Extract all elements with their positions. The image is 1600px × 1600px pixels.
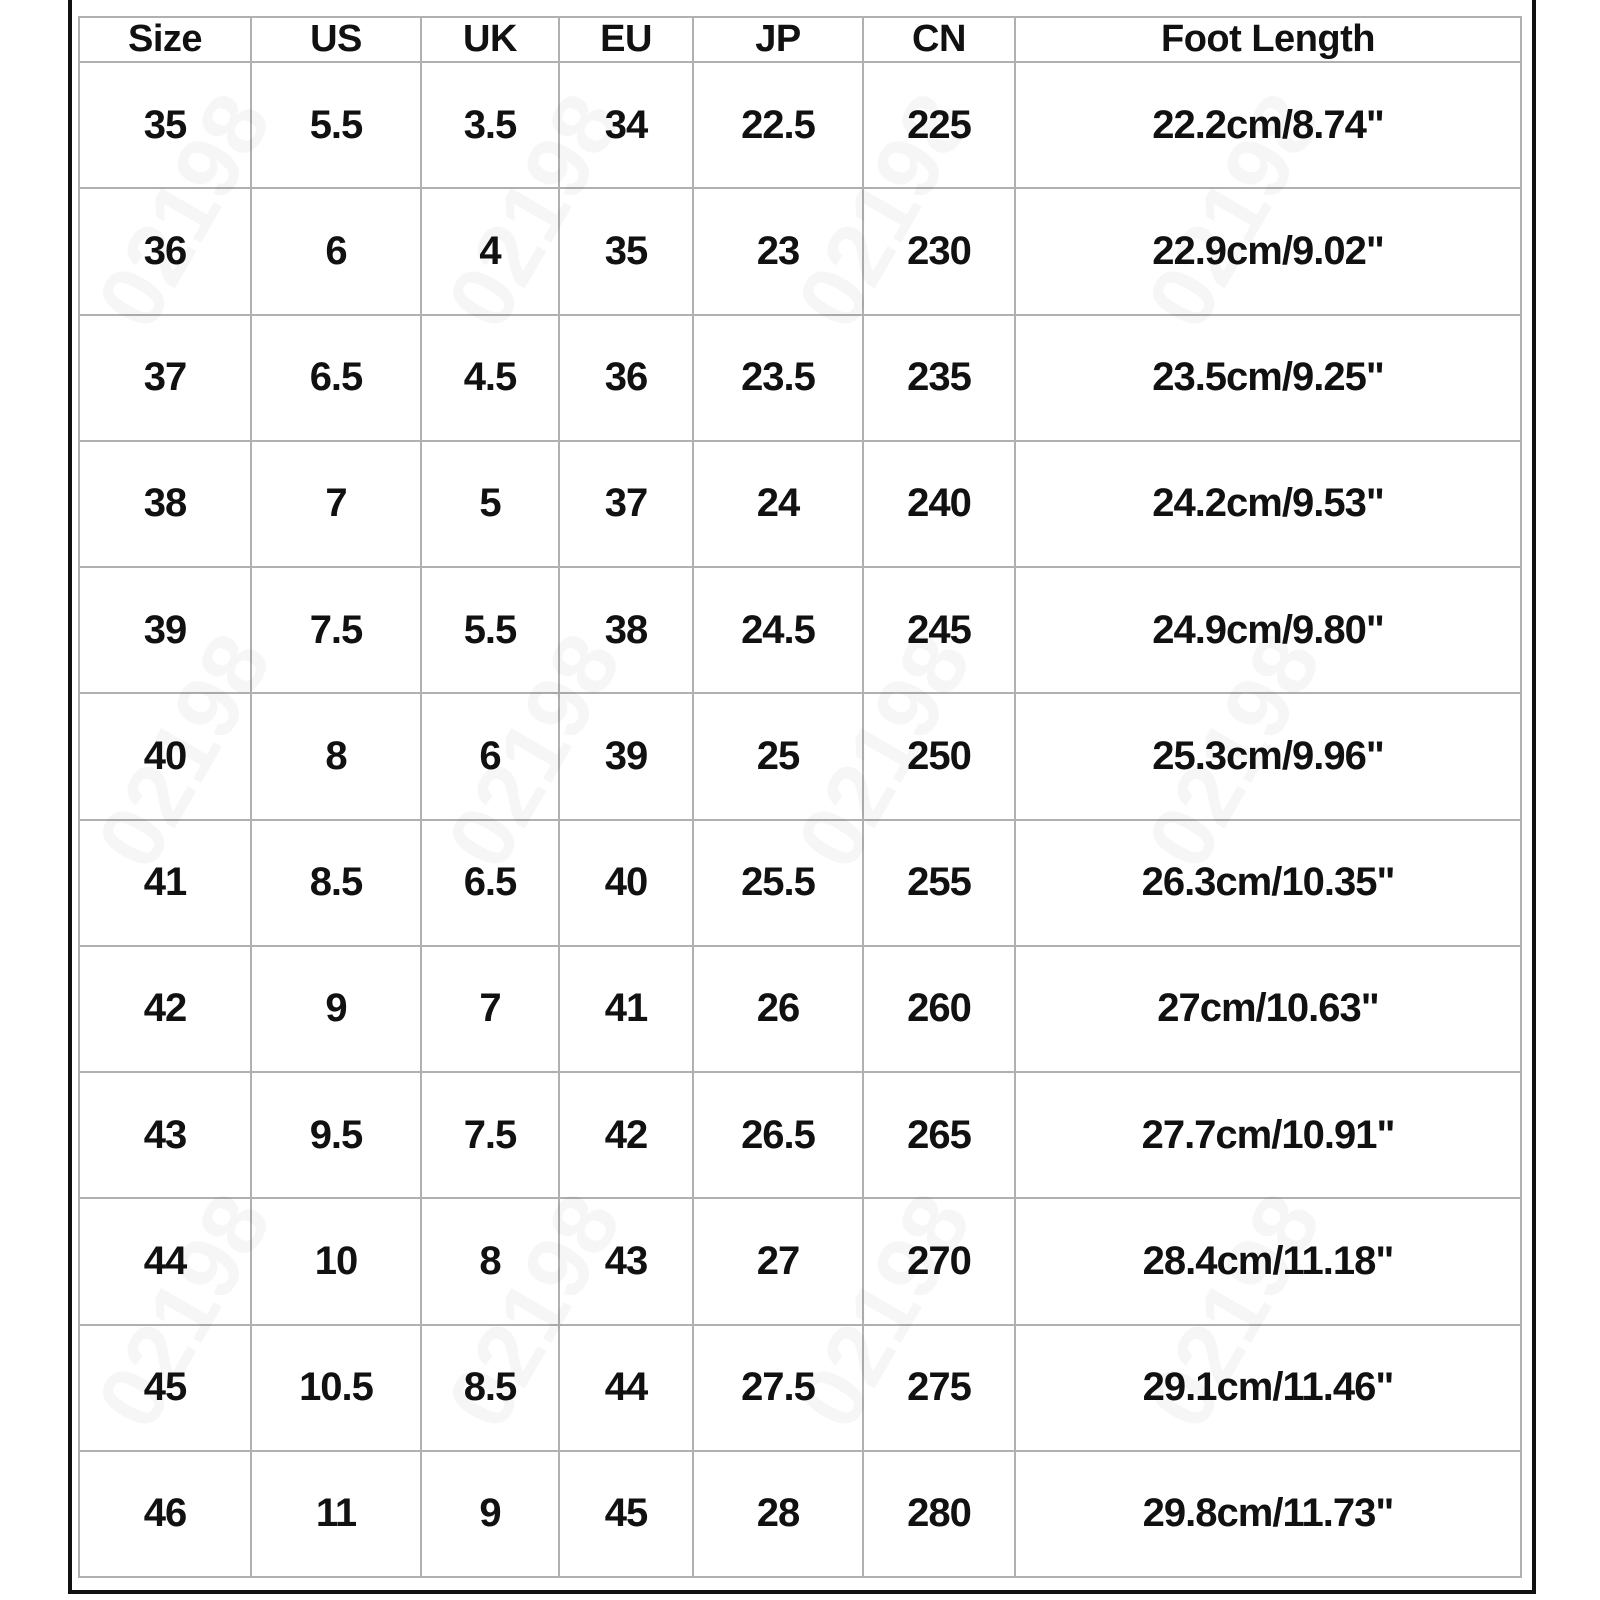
- table-cell: 27.7cm/10.91": [1015, 1072, 1521, 1198]
- table-cell: 24.9cm/9.80": [1015, 567, 1521, 693]
- table-cell: 36: [559, 315, 693, 441]
- table-cell: 29.8cm/11.73": [1015, 1451, 1521, 1577]
- header-row: [79, 17, 1521, 62]
- table-cell: 5.5: [251, 62, 421, 188]
- table-cell: 230: [863, 188, 1015, 314]
- table-cell: 10.5: [251, 1325, 421, 1451]
- table-cell: 42: [79, 946, 251, 1072]
- table-cell: 28: [693, 1451, 863, 1577]
- table-cell: 36: [79, 188, 251, 314]
- table-cell: 7: [251, 441, 421, 567]
- table-cell: 225: [863, 62, 1015, 188]
- table-cell: 22.2cm/8.74": [1015, 62, 1521, 188]
- table-cell: 8.5: [251, 820, 421, 946]
- table-body: [79, 62, 1521, 1577]
- table-cell: 22.9cm/9.02": [1015, 188, 1521, 314]
- table-cell: 24.5: [693, 567, 863, 693]
- table-cell: 7.5: [251, 567, 421, 693]
- table-cell: 7: [421, 946, 559, 1072]
- table-cell: 23.5: [693, 315, 863, 441]
- table-row: [79, 946, 1521, 1072]
- table-cell: 37: [79, 315, 251, 441]
- table-cell: 265: [863, 1072, 1015, 1198]
- table-cell: 235: [863, 315, 1015, 441]
- table-row: [79, 1325, 1521, 1451]
- table-cell: 7.5: [421, 1072, 559, 1198]
- table-cell: 38: [79, 441, 251, 567]
- table-cell: 280: [863, 1451, 1015, 1577]
- table-cell: 11: [251, 1451, 421, 1577]
- table-cell: 39: [79, 567, 251, 693]
- table-cell: 34: [559, 62, 693, 188]
- table-row: [79, 441, 1521, 567]
- table-cell: 4.5: [421, 315, 559, 441]
- table-cell: 6: [421, 693, 559, 819]
- table-row: [79, 188, 1521, 314]
- table-cell: 23: [693, 188, 863, 314]
- table-cell: 6.5: [251, 315, 421, 441]
- table-cell: 44: [559, 1325, 693, 1451]
- table-cell: 6: [251, 188, 421, 314]
- table-cell: 9.5: [251, 1072, 421, 1198]
- column-header: Size: [79, 17, 251, 62]
- table-cell: 28.4cm/11.18": [1015, 1198, 1521, 1324]
- table-cell: 250: [863, 693, 1015, 819]
- table-cell: 24: [693, 441, 863, 567]
- table-cell: 43: [559, 1198, 693, 1324]
- table-cell: 24.2cm/9.53": [1015, 441, 1521, 567]
- table-cell: 40: [79, 693, 251, 819]
- table-cell: 25.3cm/9.96": [1015, 693, 1521, 819]
- table-row: [79, 315, 1521, 441]
- table-cell: 6.5: [421, 820, 559, 946]
- table-cell: 41: [79, 820, 251, 946]
- table-cell: 245: [863, 567, 1015, 693]
- table-cell: 27cm/10.63": [1015, 946, 1521, 1072]
- column-header: US: [251, 17, 421, 62]
- table-row: [79, 820, 1521, 946]
- table-cell: 8.5: [421, 1325, 559, 1451]
- table-cell: 35: [559, 188, 693, 314]
- table-cell: 37: [559, 441, 693, 567]
- table-cell: 44: [79, 1198, 251, 1324]
- table-cell: 9: [421, 1451, 559, 1577]
- table-cell: 25: [693, 693, 863, 819]
- size-conversion-table: [78, 16, 1522, 1578]
- table-row: [79, 567, 1521, 693]
- table-cell: 25.5: [693, 820, 863, 946]
- table-cell: 39: [559, 693, 693, 819]
- table-cell: 27: [693, 1198, 863, 1324]
- column-header: Foot Length: [1015, 17, 1521, 62]
- table-cell: 270: [863, 1198, 1015, 1324]
- table-cell: 5.5: [421, 567, 559, 693]
- table-row: [79, 1198, 1521, 1324]
- table-cell: 29.1cm/11.46": [1015, 1325, 1521, 1451]
- column-header: EU: [559, 17, 693, 62]
- table-cell: 260: [863, 946, 1015, 1072]
- table-cell: 38: [559, 567, 693, 693]
- table-cell: 3.5: [421, 62, 559, 188]
- table-cell: 4: [421, 188, 559, 314]
- table-cell: 26.3cm/10.35": [1015, 820, 1521, 946]
- table-cell: 5: [421, 441, 559, 567]
- table-cell: 22.5: [693, 62, 863, 188]
- table-cell: 41: [559, 946, 693, 1072]
- column-header: CN: [863, 17, 1015, 62]
- table-row: [79, 1451, 1521, 1577]
- table-row: [79, 693, 1521, 819]
- table-cell: 240: [863, 441, 1015, 567]
- table-cell: 40: [559, 820, 693, 946]
- table-cell: 8: [421, 1198, 559, 1324]
- table-cell: 275: [863, 1325, 1015, 1451]
- table-cell: 46: [79, 1451, 251, 1577]
- table-cell: 255: [863, 820, 1015, 946]
- table-cell: 27.5: [693, 1325, 863, 1451]
- table-row: [79, 62, 1521, 188]
- size-chart: [78, 16, 1520, 1578]
- table-cell: 43: [79, 1072, 251, 1198]
- table-cell: 23.5cm/9.25": [1015, 315, 1521, 441]
- table-row: [79, 1072, 1521, 1198]
- table-cell: 45: [559, 1451, 693, 1577]
- table-cell: 9: [251, 946, 421, 1072]
- column-header: UK: [421, 17, 559, 62]
- table-cell: 8: [251, 693, 421, 819]
- table-cell: 35: [79, 62, 251, 188]
- table-cell: 26.5: [693, 1072, 863, 1198]
- table-cell: 26: [693, 946, 863, 1072]
- column-header: JP: [693, 17, 863, 62]
- table-cell: 42: [559, 1072, 693, 1198]
- table-cell: 45: [79, 1325, 251, 1451]
- table-cell: 10: [251, 1198, 421, 1324]
